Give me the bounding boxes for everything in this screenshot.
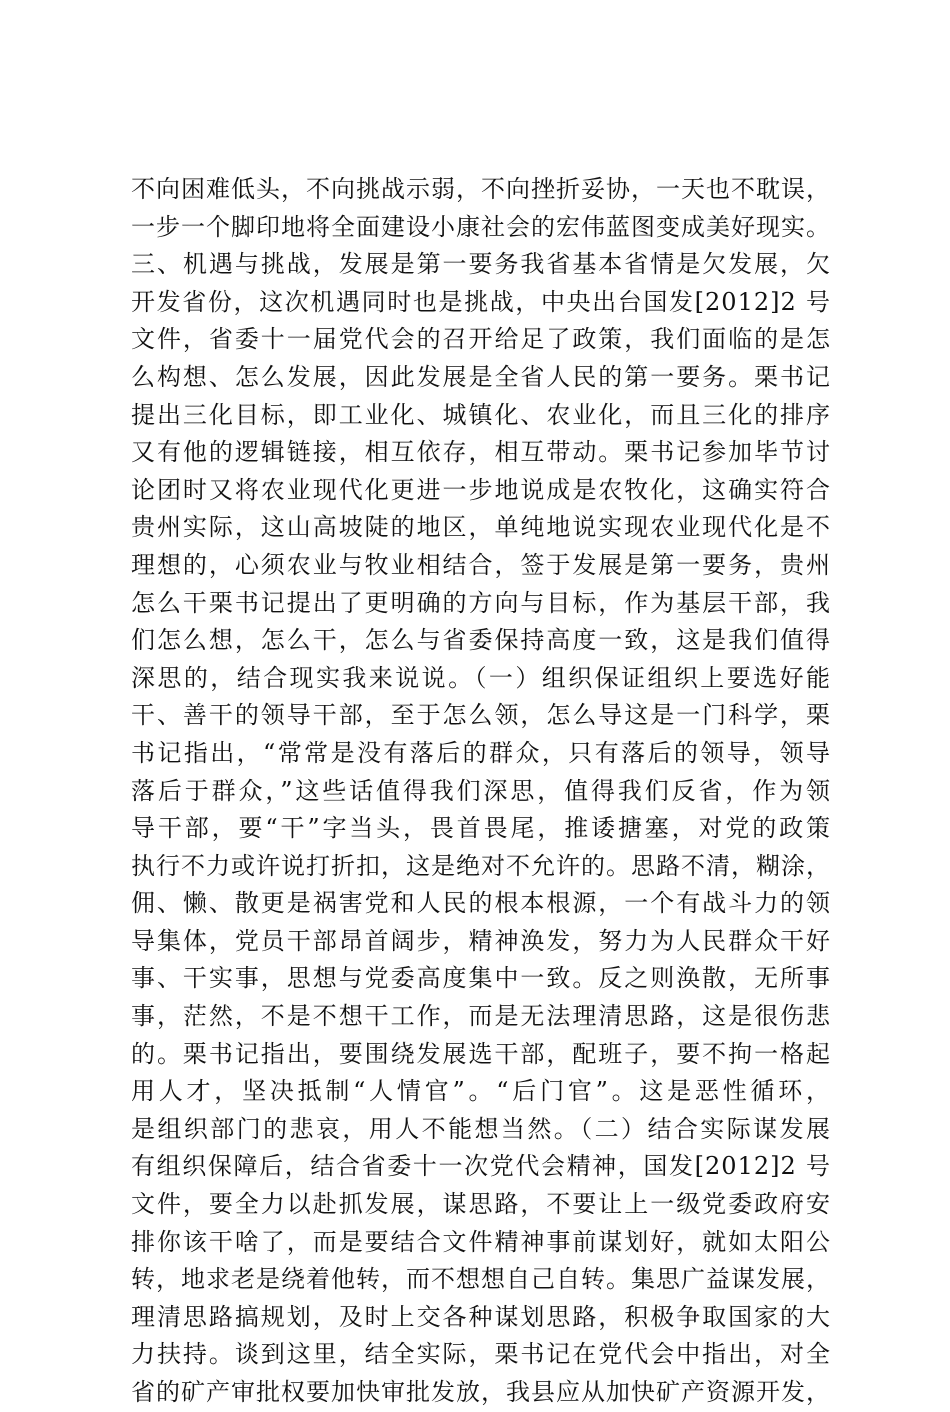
text-line: 转，地求老是绕着他转，而不想想自己自转。集思广益谋发展， bbox=[131, 1265, 831, 1294]
body-text bbox=[131, 171, 831, 1412]
text-line: 事，茫然，不是不想干工作，而是无法理清思路，这是很伤悲 bbox=[131, 1002, 831, 1031]
text-line: 三、机遇与挑战，发展是第一要务我省基本省情是欠发展，欠 bbox=[131, 250, 831, 279]
text-line: 落后于群众，”这些话值得我们深思，值得我们反省，作为领 bbox=[131, 776, 831, 805]
text-line: 导集体，党员干部昂首阔步，精神涣发，努力为人民群众干好 bbox=[131, 926, 831, 955]
text-line: 书记指出，“常常是没有落后的群众，只有落后的领导，领导 bbox=[131, 738, 831, 767]
text-line: 怎么干栗书记提出了更明确的方向与目标，作为基层干部，我 bbox=[131, 588, 831, 617]
text-line: 事、干实事，思想与党委高度集中一致。反之则涣散，无所事 bbox=[131, 964, 831, 993]
text-line: 用人才，坚决抵制“人情官”。“后门官”。这是恶性循环， bbox=[131, 1077, 831, 1106]
text-line: 是组织部门的悲哀，用人不能想当然。（二）结合实际谋发展 bbox=[131, 1114, 831, 1143]
text-line: 们怎么想，怎么干，怎么与省委保持高度一致，这是我们值得 bbox=[131, 626, 831, 655]
text-line: 的。栗书记指出，要围绕发展选干部，配班子，要不拘一格起 bbox=[131, 1039, 831, 1068]
text-line: 又有他的逻辑链接，相互依存，相互带动。栗书记参加毕节讨 bbox=[131, 438, 831, 467]
text-line: 深思的，结合现实我来说说。（一）组织保证组织上要选好能 bbox=[131, 663, 831, 692]
text-line: 开发省份，这次机遇同时也是挑战，中央出台国发[2012]2 号 bbox=[131, 287, 831, 316]
text-line: 文件，省委十一届党代会的召开给足了政策，我们面临的是怎 bbox=[131, 325, 831, 354]
text-line: 不向困难低头，不向挑战示弱，不向挫折妥协，一天也不耽误， bbox=[131, 175, 831, 203]
text-line: 执行不力或许说打折扣，这是绝对不允许的。思路不清，糊涂， bbox=[131, 851, 831, 880]
text-line: 理想的，心须农业与牧业相结合，签于发展是第一要务，贵州 bbox=[131, 550, 831, 579]
text-line: 文件，要全力以赴抓发展，谋思路，不要让上一级党委政府安 bbox=[131, 1190, 831, 1219]
text-line: 省的矿产审批权要加快审批发放，我县应从加快矿产资源开发， bbox=[131, 1378, 831, 1406]
text-line: 么构想、怎么发展，因此发展是全省人民的第一要务。栗书记 bbox=[131, 362, 831, 391]
text-line: 干、善干的领导干部，至于怎么领，怎么导这是一门科学，栗 bbox=[131, 701, 831, 730]
text-line: 佣、懒、散更是祸害党和人民的根本根源，一个有战斗力的领 bbox=[131, 889, 831, 918]
text-line: 排你该干啥了，而是要结合文件精神事前谋划好，就如太阳公 bbox=[131, 1227, 831, 1256]
text-line: 力扶持。谈到这里，结全实际，栗书记在党代会中指出，对全 bbox=[131, 1340, 831, 1369]
text-line: 贵州实际，这山高坡陡的地区，单纯地说实现农业现代化是不 bbox=[131, 513, 831, 542]
text-line: 一步一个脚印地将全面建设小康社会的宏伟蓝图变成美好现实。 bbox=[131, 212, 831, 241]
text-line: 有组织保障后，结合省委十一次党代会精神，国发[2012]2 号 bbox=[131, 1152, 831, 1181]
text-line: 提出三化目标，即工业化、城镇化、农业化，而且三化的排序 bbox=[131, 400, 831, 429]
text-line: 理清思路搞规划，及时上交各种谋划思路，积极争取国家的大 bbox=[131, 1302, 831, 1331]
text-line: 导干部，要“干”字当头，畏首畏尾，推诿搪塞，对党的政策 bbox=[131, 814, 831, 843]
text-line: 论团时又将农业现代化更进一步地说成是农牧化，这确实符合 bbox=[131, 475, 831, 504]
